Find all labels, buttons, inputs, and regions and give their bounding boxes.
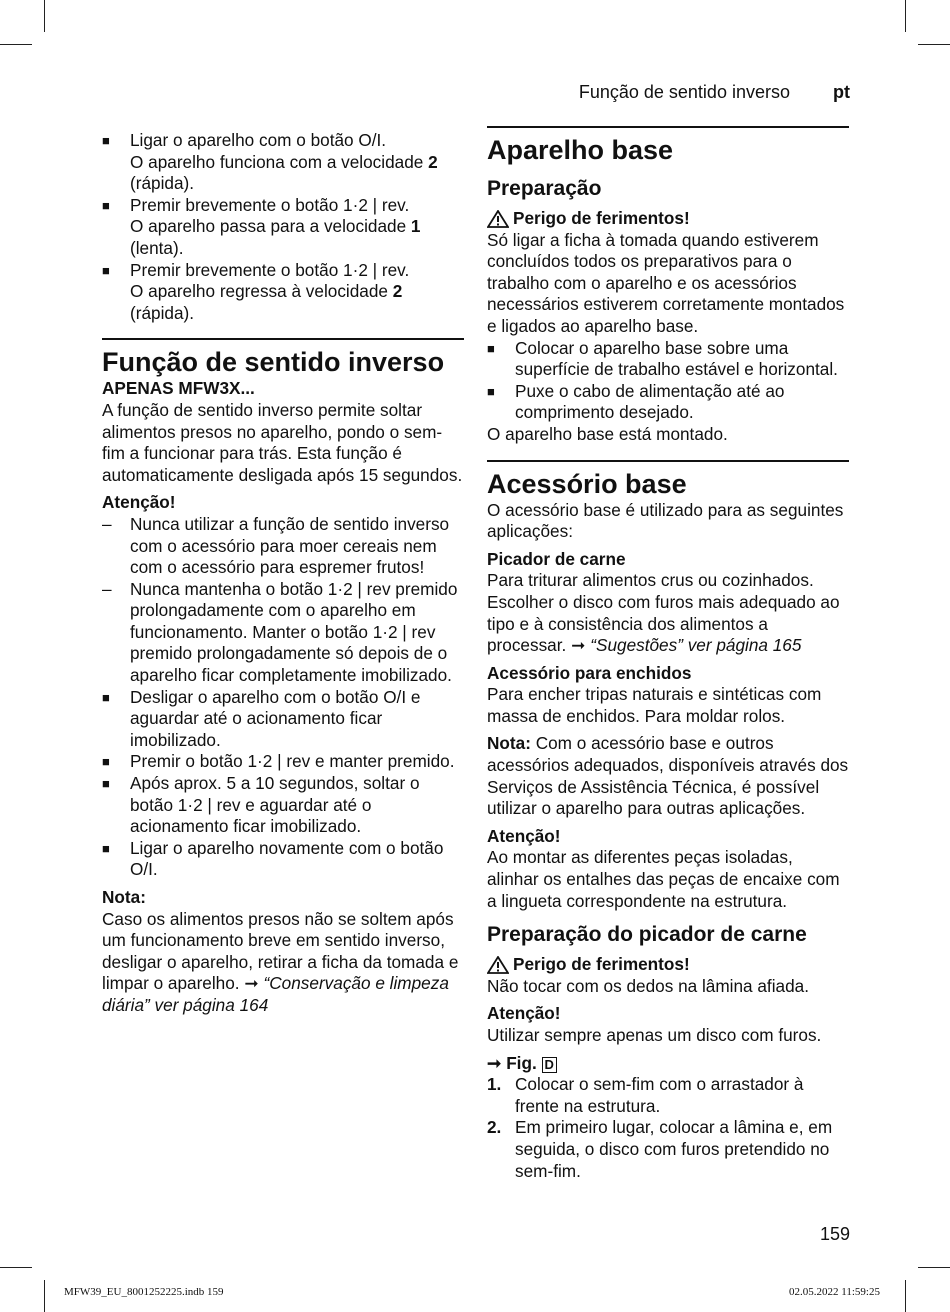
arrow-right-icon: ➞ [487, 1052, 507, 1073]
warning-text: Não tocar com os dedos na lâmina afiada. [487, 975, 809, 996]
attention-text: Ao montar as diferentes peças isoladas, alinhar os entalhes das peças de encaixe com a lingueta correspondente na estrutura. [487, 847, 840, 911]
crop-mark [918, 1267, 950, 1268]
header-section: Função de sentido inverso [578, 82, 790, 102]
list-item: ■ Puxe o cabo de alimentação até ao comprimento desejado. [487, 381, 849, 424]
list-item: ■ Premir brevemente o botão 1·2 | rev. O aparelho regressa à velocidade 2 (rápida). [102, 260, 464, 325]
mincer-title: Picador de carne [487, 548, 626, 569]
list-item: – Nunca utilizar a função de sentido inverso com o acessório para moer cereais nem com o acessório para espremer frutos! [102, 514, 464, 579]
crop-mark [44, 0, 45, 32]
footer-file: MFW39_EU_8001252225.indb 159 [64, 1286, 224, 1298]
mincer-text: Para triturar alimentos crus ou cozinhados. Escolher o disco com furos mais adequado ao tipo e à consistência dos alimentos a processar. ➞ “Sugestões” ver página 165 [487, 570, 840, 656]
note-text: Caso os alimentos presos não se soltem após um funcionamento breve em sentido inverso, desligar o aparelho, retirar a ficha da tomada e limpar o aparelho. ➞ “Conservação e limpeza diária” ver página 164 [102, 908, 459, 1015]
running-header [579, 82, 850, 103]
note-text: Nota: Com o acessório base e outros acessórios adequados, disponíveis através dos Serviços de Assistência Técnica, é possível utilizar o aparelho para outras aplicações. [487, 733, 849, 819]
attention-label: Atenção! [102, 492, 176, 513]
section-title: Função de sentido inverso [102, 338, 464, 378]
list-item: ■ Ligar o aparelho com o botão O/I. O aparelho funciona com a velocidade 2 (rápida). [102, 130, 464, 195]
figure-reference: ➞ Fig. D [487, 1053, 849, 1075]
left-column [102, 130, 464, 1017]
header-lang: pt [833, 82, 850, 102]
list-item: – Nunca mantenha o botão 1·2 | rev premido prolongadamente com o aparelho em funcionamento. Manter o botão 1·2 | rev premido prolongadamente só depois de o aparelho ficar completamente imobilizado. [102, 579, 464, 687]
subsection-title: Preparação [487, 177, 602, 200]
result-text: O aparelho base está montado. [487, 423, 728, 444]
page-number: 159 [819, 1224, 850, 1244]
list-item: ■ Após aprox. 5 a 10 segundos, soltar o botão 1·2 | rev e aguardar até o acionamento ficar imobilizado. [102, 773, 464, 838]
warning-triangle-icon [487, 210, 509, 228]
footer-date: 02.05.2022 11:59:25 [789, 1286, 880, 1298]
crop-mark [44, 1280, 45, 1312]
attention-label: Atenção! [487, 1003, 561, 1024]
crop-mark [905, 1280, 906, 1312]
crop-mark [918, 44, 950, 45]
crop-mark [0, 44, 32, 45]
subsection-title: Preparação do picador de carne [487, 923, 807, 947]
crop-mark [905, 0, 906, 32]
cross-reference: “Sugestões” ver página 165 [590, 635, 802, 656]
warning-heading: Perigo de ferimentos! [487, 208, 849, 230]
list-item: ■ Desligar o aparelho com o botão O/I e aguardar até o acionamento ficar imobilizado. [102, 687, 464, 752]
list-item: ■ Colocar o aparelho base sobre uma superfície de trabalho estável e horizontal. [487, 338, 849, 381]
attention-label: Atenção! [487, 825, 561, 846]
warning-text: Só ligar a ficha à tomada quando estiverem concluídos todos os preparativos para o trabalho com o aparelho e os acessórios necessários estiverem corretamente montados e ligados ao aparelho base. [487, 229, 845, 336]
note-label: Nota: [102, 887, 146, 907]
list-item: ■ Premir o botão 1·2 | rev e manter premido. [102, 751, 464, 773]
warning-heading: Perigo de ferimentos! [487, 954, 849, 976]
crop-mark [0, 1267, 32, 1268]
intro-text: A função de sentido inverso permite soltar alimentos presos no aparelho, pondo o sem-fim a funcionar para trás. Esta função é automaticamente desligada após 15 segundos. [102, 399, 463, 485]
section-title: Aparelho base [487, 126, 849, 166]
warning-triangle-icon [487, 956, 509, 974]
section-title: Acessório base [487, 460, 849, 500]
sausage-title: Acessório para enchidos [487, 662, 692, 683]
list-item: ■ Premir brevemente o botão 1·2 | rev. O aparelho passa para a velocidade 1 (lenta). [102, 195, 464, 260]
list-item: ■ Ligar o aparelho novamente com o botão O/I. [102, 838, 464, 881]
cross-reference: “Conservação e limpeza diária” ver página 164 [102, 973, 449, 1015]
right-column [487, 126, 849, 1182]
figure-letter-box: D [542, 1057, 557, 1073]
arrow-right-icon: ➞ [244, 973, 264, 994]
intro-text: O acessório base é utilizado para as seguintes aplicações: [487, 499, 844, 542]
step-item: 2. Em primeiro lugar, colocar a lâmina e, em seguida, o disco com furos pretendido no sem-fim. [487, 1117, 833, 1181]
model-label: APENAS MFW3X... [102, 378, 255, 399]
sausage-text: Para encher tripas naturais e sintéticas com massa de enchidos. Para moldar rolos. [487, 684, 822, 726]
attention-text: Utilizar sempre apenas um disco com furos. [487, 1025, 822, 1045]
step-item: 1. Colocar o sem-fim com o arrastador à frente na estrutura. [487, 1074, 804, 1116]
arrow-right-icon: ➞ [571, 635, 591, 656]
